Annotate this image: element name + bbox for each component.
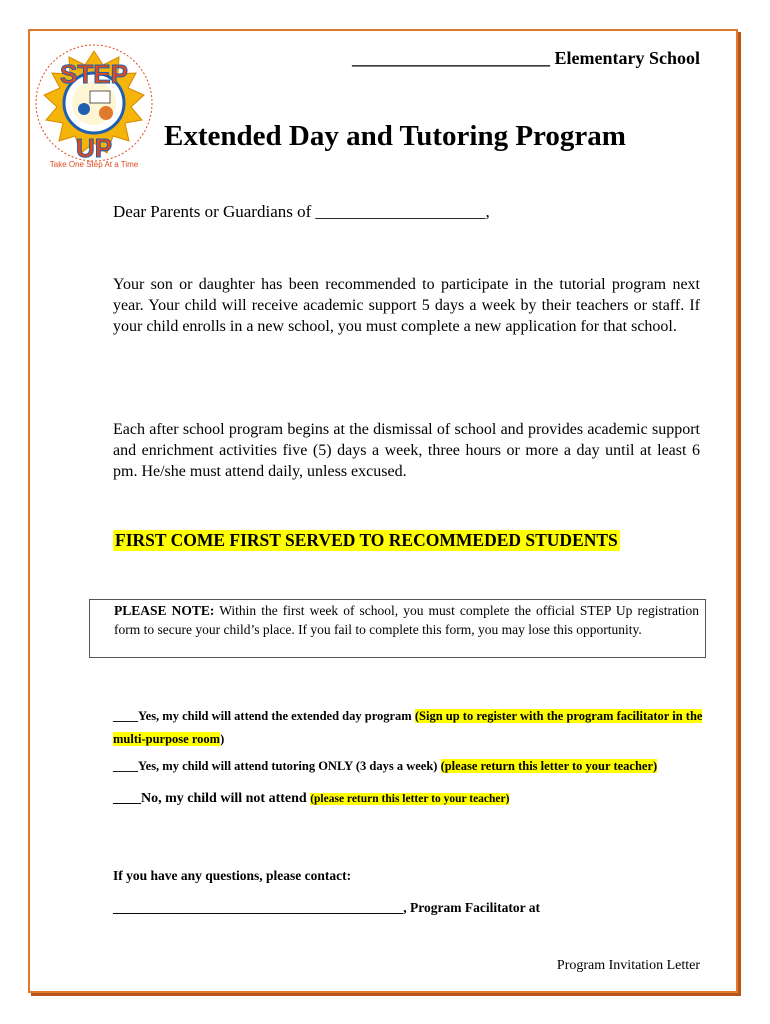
paragraph-recommendation: Your son or daughter has been recommended to participate in the tutorial program next year. Your child will receive academic support 5 days a week by their teachers or staff. If your child enrolls in a new school, you must complete a new application for that school.	[113, 276, 700, 335]
note-label: PLEASE NOTE:	[114, 603, 215, 618]
option-suffix: )	[220, 732, 225, 746]
page-border	[28, 29, 738, 993]
page-title: Extended Day and Tutoring Program	[164, 120, 626, 152]
note-text: Within the first week of school, you must complete the official STEP Up registration form to secure your child’s place. If you fail to complete this form, you may lose this opportunity.	[114, 603, 699, 637]
footer-label: Program Invitation Letter	[556, 958, 700, 973]
option-highlight: (please return this letter to your teacher)	[440, 759, 658, 773]
option-highlight: (Sign up to register with the program facilitator in the multi-purpose room	[113, 709, 703, 746]
logo-top-text: STEP	[60, 59, 128, 89]
option-will-not-attend[interactable]	[113, 791, 509, 807]
option-text: ____No, my child will not attend	[113, 791, 311, 806]
logo-bottom-text: UP	[75, 133, 113, 163]
step-up-logo	[31, 39, 157, 169]
option-highlight: (please return this letter to your teacher)	[310, 793, 510, 805]
first-come-heading: FIRST COME FIRST SERVED TO RECOMMEDED STUDENTS	[115, 530, 618, 550]
school-name-line: ______________________ Elementary School	[352, 48, 700, 68]
salutation: Dear Parents or Guardians of ____________________,	[113, 202, 490, 221]
facilitator-line[interactable]: ___________________________________________, Program Facilitator at	[113, 900, 540, 915]
logo-ring-text: Take One Step At a Time	[49, 160, 139, 169]
contact-question: If you have any questions, please contact:	[113, 868, 352, 883]
option-tutoring-only[interactable]	[113, 759, 657, 774]
option-text: ____Yes, my child will attend tutoring ONLY (3 days a week)	[113, 759, 441, 773]
option-extended-day[interactable]	[113, 705, 713, 751]
please-note-box	[89, 599, 706, 658]
paragraph-program-details: Each after school program begins at the dismissal of school and provides academic support and enrichment activities five (5) days a week, three hours or more a day until at least 6 pm. He/she must attend daily, unless excused.	[113, 421, 700, 480]
option-text: ____Yes, my child will attend the extended day program	[113, 709, 415, 723]
